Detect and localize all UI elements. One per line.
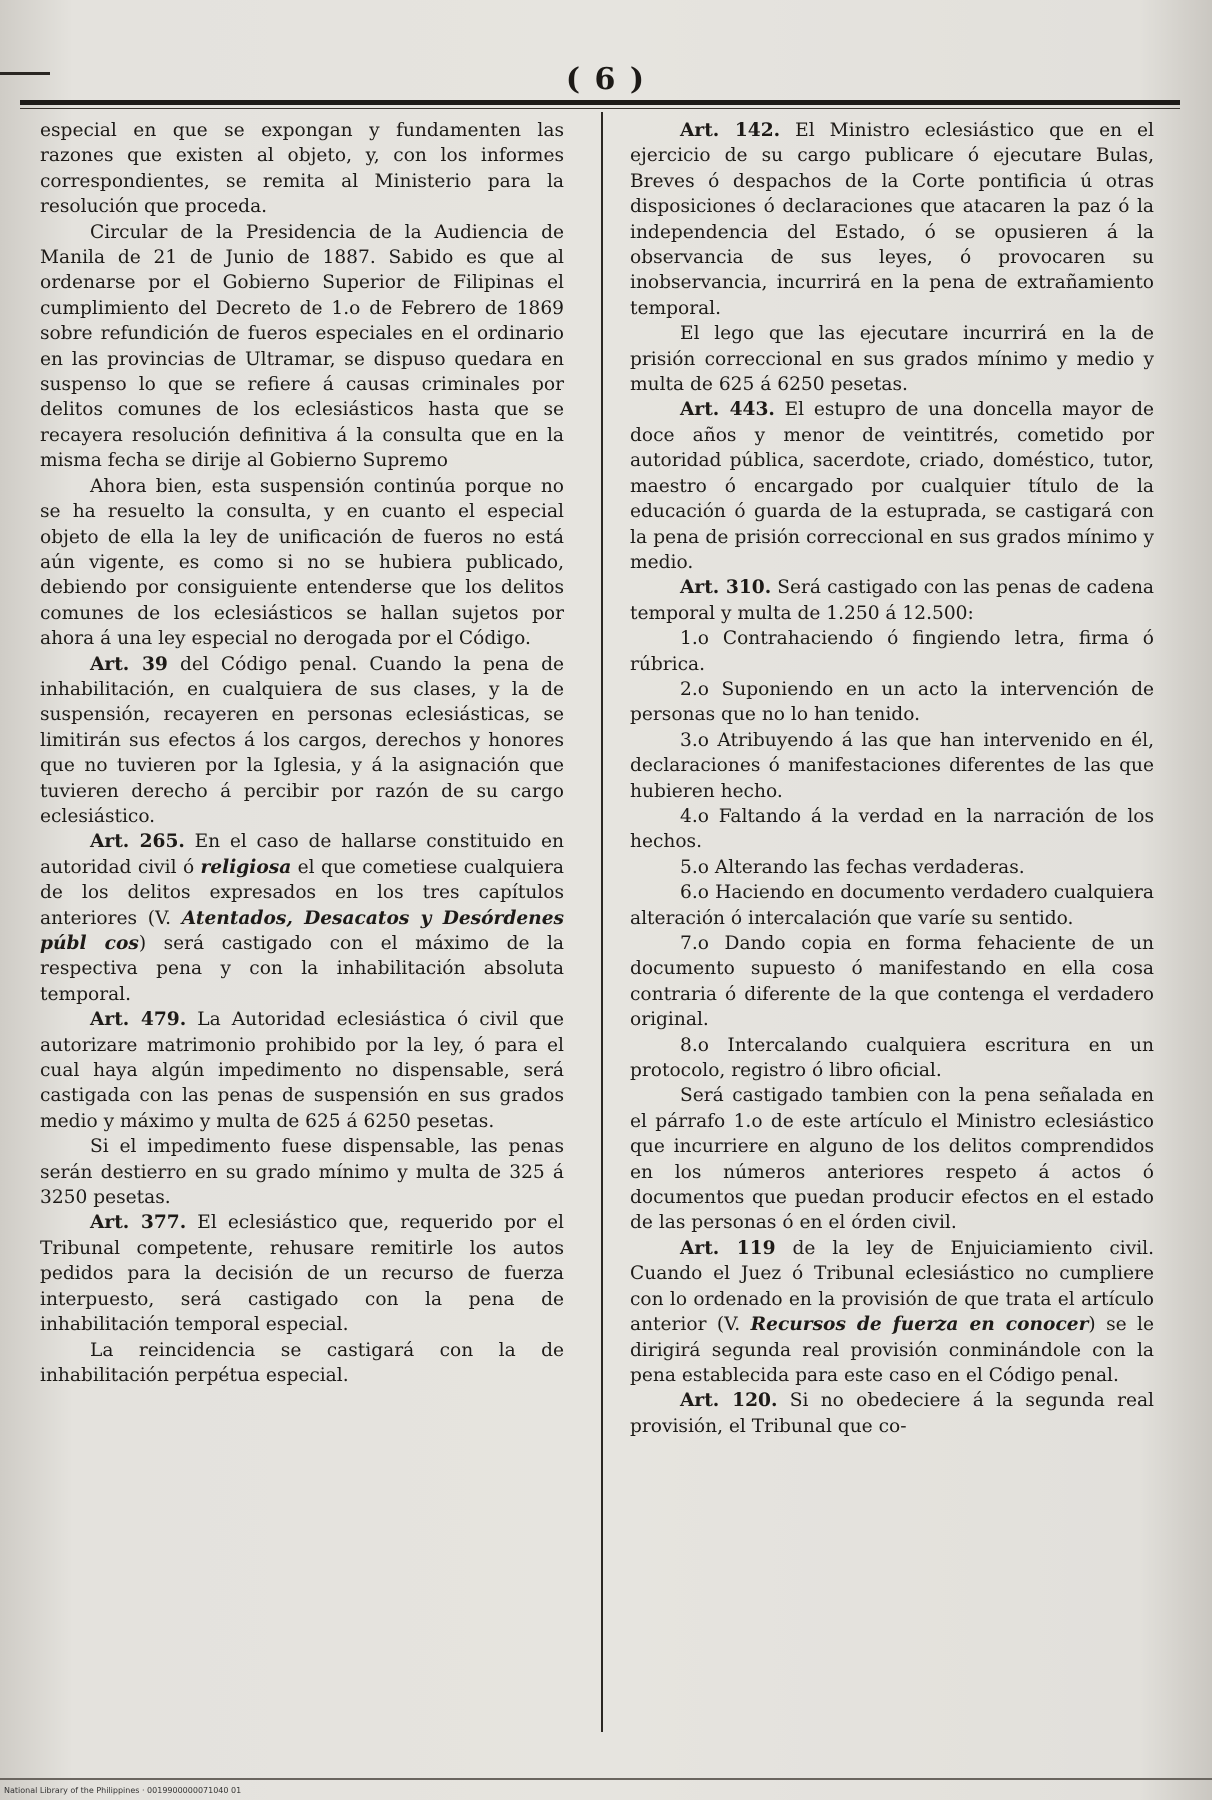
- article-text: ) se le dirigirá segunda real provisión conminándole con la pena establecida para este caso en el Código penal.: [630, 1314, 1154, 1386]
- article-label: Art. 310.: [680, 577, 772, 599]
- article-label: Art. 377.: [90, 1212, 187, 1234]
- footer-rule: [0, 1778, 1212, 1780]
- paragraph: [40, 652, 564, 830]
- paragraph: Si el impedimento fuese dispensable, las penas serán destierro en su grado mínimo y multa de 325 á 3250 pesetas.: [40, 1136, 564, 1209]
- article-text: el que cometiese cualquiera de los delitos expresados en los tres capítulos anteriores (V.: [40, 856, 564, 929]
- header-rule: [20, 100, 1180, 105]
- list-item: 6.o Haciendo en documento verdadero cualquiera alteración ó intercalación que varíe su sentido.: [630, 882, 1154, 929]
- list-item: 3.o Atribuyendo á las que han intervenido en él, declaraciones ó manifestaciones diferentes de las que hubieren hecho.: [630, 729, 1154, 802]
- paragraph: La reincidencia se castigará con la de inhabilitación perpétua especial.: [40, 1339, 564, 1386]
- footer-caption: National Library of the Philippines · 0019900000071040 01: [4, 1786, 242, 1795]
- italic-reference: Recursos de fuerza en conocer: [750, 1314, 1089, 1336]
- paragraph: [40, 1210, 564, 1337]
- article-label: Art. 142.: [680, 120, 781, 141]
- paragraph: [630, 118, 1154, 321]
- header-rule-thin: [20, 108, 1180, 109]
- article-text: de la ley de Enjuiciamiento civil. Cuando el Juez ó Tribunal eclesiástico no cumpliere con lo ordenado en la provisión de que trata el artículo anterior (V.: [630, 1237, 1154, 1336]
- article-text: Será castigado con las penas de cadena temporal y multa de 1.250 á 12.500:: [630, 577, 1155, 624]
- article-text: La Autoridad eclesiástica ó civil que autorizare matrimonio prohibido por la ley, ó para el cual haya algún impedimento no dispensable, será castigada con las penas de suspensión en sus grados medio y máximo y multa de 625 á 6250 pesetas.: [40, 1009, 564, 1132]
- article-text: En el caso de hallarse constituido en autoridad civil ó: [40, 831, 564, 878]
- italic-term: religiosa: [200, 856, 292, 878]
- article-text: El eclesiástico que, requerido por el Tribunal competente, rehusare remitirle los autos pedidos para la decisión de un recurso de fuerza interpuesto, será castigado con la pena de inhabilitación temporal especial.: [40, 1212, 564, 1336]
- right-column: [630, 118, 1154, 1439]
- page-number: ( 6 ): [565, 62, 647, 97]
- list-item: 4.o Faltando á la verdad en la narración de los hechos.: [630, 805, 1154, 853]
- paragraph: [630, 1388, 1154, 1439]
- article-text: El Ministro eclesiástico que en el ejercicio de su cargo publicare ó ejecutare Bulas, Breves ó despachos de la Corte pontificia ú otras disposiciones ó declaraciones que atacaren la paz ó la independencia del Estado, ó se opusieren á la observancia de sus leyes, ó provocaren su inobservancia, incurrirá en la pena de extrañamiento temporal.: [630, 120, 1154, 319]
- paragraph: El lego que las ejecutare incurrirá en la de prisión correccional en sus grados mínimo y medio y multa de 625 á 6250 pesetas.: [630, 323, 1154, 396]
- paragraph: [40, 1007, 564, 1134]
- list-item: 1.o Contrahaciendo ó fingiendo letra, firma ó rúbrica.: [630, 628, 1154, 675]
- article-text: Si no obedeciere á la segunda real provisión, el Tribunal que co-: [630, 1390, 1155, 1437]
- article-label: Art. 39: [90, 653, 168, 675]
- paragraph: especial en que se expongan y fundamenten las razones que existen al objeto, y, con los informes correspondientes, se remita al Ministerio para la resolución que proceda.: [40, 120, 564, 218]
- article-text: del Código penal. Cuando la pena de inhabilitación, en cualquiera de sus clases, y la de suspensión, recayeren en personas eclesiásticas, se limitirán sus efectos á los cargos, derechos y honores que no tuvieren por la Iglesia, y á la asignación que tuvieren derecho á percibir por razón de su cargo eclesiástico.: [40, 653, 564, 827]
- paragraph: [630, 1236, 1154, 1388]
- paragraph: [630, 397, 1154, 575]
- italic-reference: Atentados, Desacatos y Desórdenes públ cos: [40, 907, 564, 954]
- paragraph: Será castigado tambien con la pena señalada en el párrafo 1.o de este artículo el Ministro eclesiástico que incurriere en alguno de los delitos comprendidos en los números anteriores respeto á actos ó documentos que puedan producir efectos en el estado de las personas ó en el órden civil.: [630, 1085, 1154, 1234]
- article-label: Art. 479.: [90, 1009, 187, 1031]
- article-label: Art. 443.: [680, 399, 775, 421]
- paragraph: [630, 575, 1154, 626]
- paragraph: Ahora bien, esta suspensión continúa porque no se ha resuelto la consulta, y en cuanto el especial objeto de ella la ley de unificación de fueros no está aún vigente, es como si no se hubiera publicado, debiendo por consiguiente entenderse que los delitos comunes de los eclesiásticos se hallan sujetos por ahora á una ley especial no derogada por el Código.: [40, 475, 564, 650]
- list-item: 8.o Intercalando cualquiera escritura en un protocolo, registro ó libro oficial.: [630, 1034, 1154, 1082]
- article-label: Art. 265.: [90, 831, 185, 853]
- article-text: ) será castigado con el máximo de la respectiva pena y con la inhabilitación absoluta temporal.: [40, 933, 565, 1005]
- left-column: [40, 118, 564, 1388]
- article-text: El estupro de una doncella mayor de doce años y menor de veintitrés, cometido por autoridad pública, sacerdote, criado, doméstico, tutor, maestro ó encargado por cualquier título de la educación ó guarda de la estuprada, se castigará con la pena de prisión correccional en sus grados mínimo y medio.: [630, 399, 1154, 573]
- paragraph: [40, 829, 564, 1007]
- article-label: Art. 120.: [680, 1390, 778, 1412]
- list-item: 7.o Dando copia en forma fehaciente de un documento supuesto ó manifestando en ella cosa contraria ó diferente de la que contenga el verdadero original.: [630, 933, 1154, 1031]
- list-item: 5.o Alterando las fechas verdaderas.: [680, 856, 1025, 878]
- paragraph: Circular de la Presidencia de la Audiencia de Manila de 21 de Junio de 1887. Sabido es que al ordenarse por el Gobierno Superior de Filipinas el cumplimiento del Decreto de 1.o de Febrero de 1869 sobre refundición de fueros especiales en el ordinario en las provincias de Ultramar, se dispuso quedara en suspenso lo que se refiere á causas criminales por delitos comunes de los eclesiásticos hasta que se recayera resolución definitiva á la consulta que en la misma fecha se dirije al Gobierno Supremo: [40, 221, 564, 472]
- article-label: Art. 119: [680, 1237, 776, 1259]
- list-item: 2.o Suponiendo en un acto la intervención de personas que no lo han tenido.: [630, 678, 1154, 726]
- column-divider: [601, 112, 603, 1732]
